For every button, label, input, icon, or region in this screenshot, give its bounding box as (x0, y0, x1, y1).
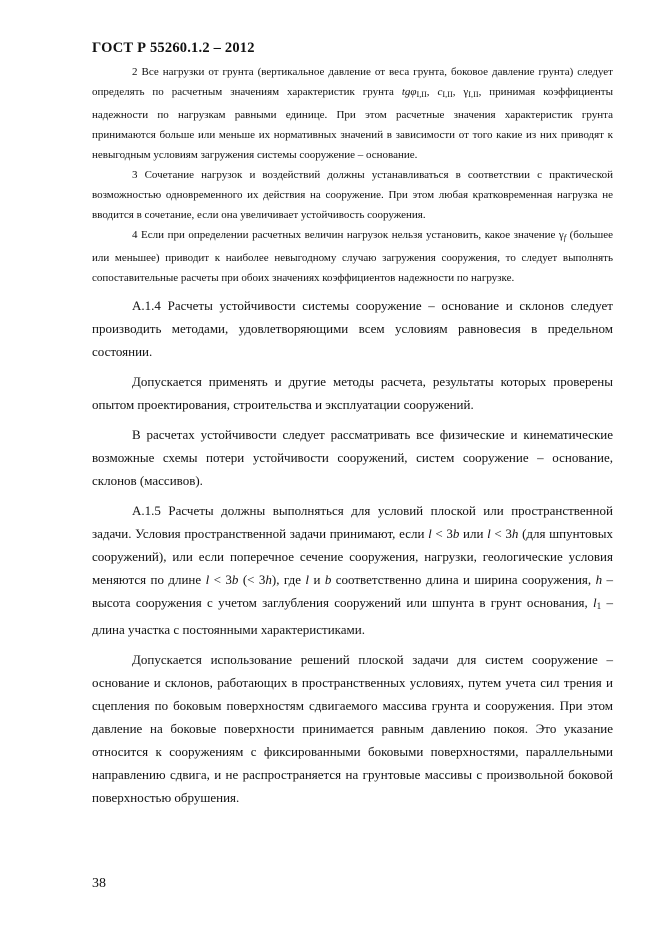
symbol-gamma: γ (463, 86, 469, 98)
note-2-text-cont: , принимая коэффициенты надежности по нагрузкам равными единице. При этом расчетные значения характеристик грунта принимаются больше или меньше их нормативных значений в зависимости от того какие из них приводят к невыгодным условиям загружения системы сооружение – основание. (92, 86, 614, 162)
subscript: I,II (468, 90, 479, 100)
note-2 (92, 62, 613, 165)
text: (< 3 (238, 572, 266, 588)
section-a-1-4: А.1.4 Расчеты устойчивости системы сооружение – основание и склонов следует производить методами, удовлетворяющими всем условиям равновесия в предельном состоянии. (92, 298, 613, 360)
section-a-1-5 (92, 499, 613, 641)
symbol-c: c (437, 86, 443, 98)
text: или (459, 526, 488, 542)
note-4-text-cont: (большее или меньшее) приводит к наиболее невыгодному случаю загружения сооружения, то следует выполнять сопоставительные расчеты при обоих значениях коэффициентов надежности по нагрузке. (92, 229, 613, 285)
subscript: I,II (416, 90, 427, 100)
paragraph-schemes: В расчетах устойчивости следует рассматривать все физические и кинематические возможные схемы потери устойчивости сооружений, систем сооружение – основание, склонов (массивов). (92, 427, 613, 489)
symbol-l: l (205, 572, 210, 588)
symbol-b: b (231, 572, 239, 588)
symbol-l: l (305, 572, 310, 588)
note-3: 3 Сочетание нагрузок и воздействий должны устанавливаться в соответствии с практической возможностью одновременного их действия на сооружение. При этом любая кратковременная нагрузка не вводится в сочетание, если она увеличивает устойчивость сооружения. (92, 169, 613, 222)
symbol-b: b (452, 526, 460, 542)
subscript: I,II (442, 90, 453, 100)
text: < 3 (490, 526, 512, 542)
notes-block (92, 62, 613, 288)
paragraph-other-methods: Допускается применять и другие методы расчета, результаты которых проверены опытом проектирования, строительства и эксплуатации сооружений. (92, 374, 613, 413)
text: и (309, 572, 325, 588)
document-header: ГОСТ Р 55260.1.2 – 2012 (92, 40, 255, 56)
text: – длина участка с постоянными характеристиками. (92, 595, 613, 637)
page-body (92, 62, 613, 816)
main-text (92, 294, 613, 809)
note-4-text: 4 Если при определении расчетных величин нагрузок нельзя установить, какое значение γ (132, 229, 564, 242)
subscript: f (563, 233, 567, 243)
note-4 (92, 225, 613, 288)
text: – высота сооружения с учетом заглубления сооружений или шпунта в грунт основания, (92, 572, 613, 611)
subscript: 1 (596, 600, 602, 611)
symbol-h: h (511, 526, 519, 542)
text: А.1.5 Расчеты должны выполняться для условий плоской или пространственной задачи. Условия пространственной задачи принимают, если (92, 503, 613, 542)
symbol-l: l (487, 526, 491, 542)
symbol-l: l (593, 595, 597, 611)
text: соответственно длина и ширина сооружения, (331, 572, 596, 588)
text: (для шпунтовых сооружений), или если поперечное сечение сооружения, нагрузки, геологические условия меняются по длине (92, 526, 613, 588)
separator: , (426, 86, 438, 98)
text: < 3 (431, 526, 453, 542)
page-number: 38 (92, 876, 106, 891)
symbol-h: h (265, 572, 272, 588)
symbol-h: h (595, 572, 603, 588)
symbol-tgphi: tgφ (401, 86, 417, 98)
separator: , (452, 86, 464, 98)
paragraph-plane-problem: Допускается использование решений плоской задачи для систем сооружение – основание и склонов, работающих в пространственных условиях, путем учета сил трения и сцепления по боковым поверхностям сдвигаемого массива грунта и сооружения. При этом давление на боковые поверхности принимается равным давлению покоя. Это указание относится к сооружениям с фиксированными боковыми поверхностями, параллельными направлению сдвига, и не распространяется на грунтовые массивы с произвольной боковой поверхностью обрушения. (92, 651, 613, 805)
note-2-text: 2 Все нагрузки от грунта (вертикальное давление от веса грунта, боковое давление грунта) следует определять по расчетным значениям характеристик грунта (92, 66, 613, 98)
text: ), где (271, 572, 306, 588)
symbol-l: l (428, 526, 432, 542)
text: < 3 (209, 572, 232, 588)
symbol-b: b (324, 572, 332, 588)
